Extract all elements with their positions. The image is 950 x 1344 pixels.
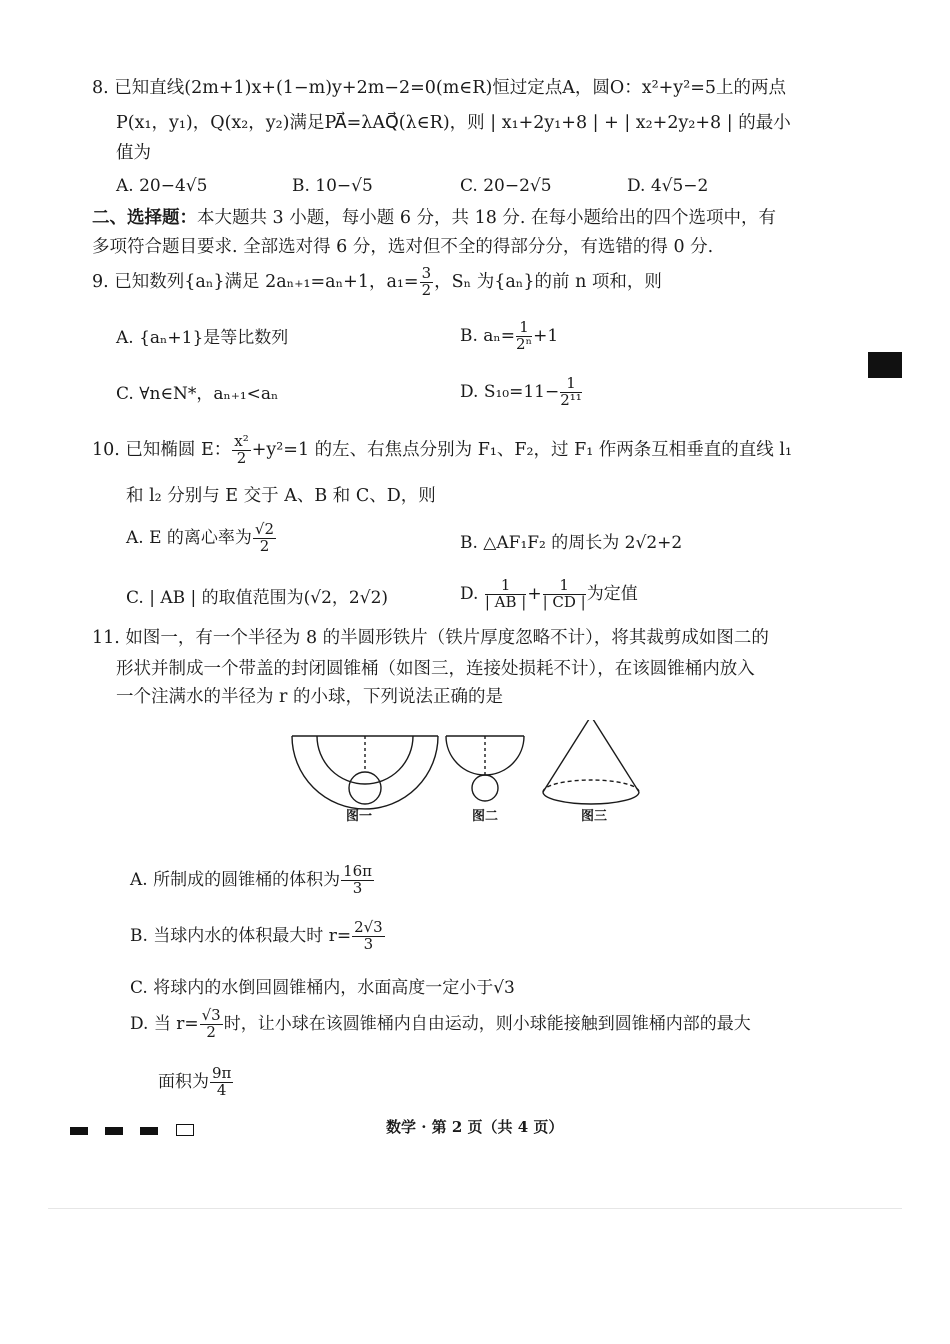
q9-option-d-fraction [560, 376, 582, 409]
q11-option-d-pre: D. 当 r= [130, 1013, 199, 1034]
q10-option-d-fraction2 [543, 578, 586, 611]
q9-option-b-den: 2ⁿ [516, 334, 533, 353]
q9-option-b-num: 1 [516, 320, 532, 337]
footer-mark-2 [105, 1127, 123, 1135]
footer-page-label: 数学 · 第 2 页（共 4 页） [386, 1118, 564, 1136]
q10-option-c: C. | AB | 的取值范围为(√2，2√2) [126, 588, 389, 608]
q11-line2: 形状并制成一个带盖的封闭圆锥桶（如图三，连接处损耗不计），在该圆锥桶内放入 [116, 659, 755, 679]
side-tab-marker [868, 352, 902, 378]
q11-option-d-line2-pre: 面积为 [158, 1071, 209, 1092]
q10-stem-post: +y²=1 的左、右焦点分别为 F₁、F₂，过 F₁ 作两条互相垂直的直线 l₁ [251, 439, 792, 460]
q10-ellipse-fraction [232, 434, 250, 467]
q11-option-d [130, 1008, 751, 1041]
q9-stem-post: ，Sₙ 为{aₙ}的前 n 项和，则 [434, 271, 662, 292]
q11-option-b-num: 2√3 [354, 918, 383, 936]
footer-mark-1 [70, 1127, 88, 1135]
figure1-semicircle [292, 736, 438, 809]
q11-option-a-den: 3 [352, 878, 363, 897]
q10-line2: 和 l₂ 分别与 E 交于 A、B 和 C、D，则 [126, 486, 436, 506]
q11-option-a [130, 864, 375, 897]
q9-option-b-pre: B. aₙ= [460, 325, 516, 346]
q9-option-b-fraction [516, 320, 532, 353]
q11-option-c: C. 将球内的水倒回圆锥桶内，水面高度一定小于√3 [130, 978, 515, 998]
q8-line1: 8. 已知直线(2m+1)x+(1−m)y+2m−2=0(m∈R)恒过定点A，圆O：x²+y²=5上的两点 [92, 78, 787, 98]
q11-option-b-pre: B. 当球内水的体积最大时 r= [130, 925, 352, 946]
q11-line1: 11. 如图一，有一个半径为 8 的半圆形铁片（铁片厚度忽略不计），将其裁剪成如图二的 [92, 628, 769, 648]
q9-a1-num: 3 [421, 264, 432, 282]
q10-option-a-den: 2 [259, 536, 270, 555]
q10-option-a [126, 522, 277, 555]
q8-option-d: D. 4√5−2 [627, 176, 709, 196]
q8-line3: 值为 [116, 143, 151, 163]
q10-option-d-num1: 1 [485, 578, 527, 595]
figure2-sector [446, 736, 524, 801]
q9-option-b [460, 320, 558, 353]
q11-option-d-fraction [200, 1008, 223, 1041]
q10-option-d: D. $\frac{1}{| AB |}$ + $\frac{1}{| CD |}$ 为定值 [460, 576, 638, 611]
q10-stem-pre: 10. 已知椭圆 E： [92, 439, 232, 460]
q8-option-a: A. 20−4√5 [116, 176, 208, 196]
section2-line2: 多项符合题目要求. 全部选对得 6 分，选对但不全的得部分分，有选错的得 0 分. [92, 237, 714, 257]
figure1-caption: 图一 [346, 809, 373, 824]
q11-option-b-fraction [352, 920, 385, 953]
q11-option-d-den2: 4 [216, 1080, 227, 1099]
q9-option-d-pre: D. S₁₀=11− [460, 381, 560, 402]
q9-stem-pre: 9. 已知数列{aₙ}满足 2aₙ₊₁=aₙ+1，a₁= [92, 271, 419, 292]
q10-ellipse-num: x² [234, 432, 249, 450]
q8-option-b: B. 10−√5 [292, 176, 373, 196]
q11-line3: 一个注满水的半径为 r 的小球，下列说法正确的是 [116, 687, 503, 707]
footer-divider [48, 1208, 902, 1209]
q10-option-a-pre: A. E 的离心率为 [126, 527, 252, 548]
q10-option-d-pre: D. [460, 583, 479, 604]
q11-option-d-line2 [158, 1066, 234, 1099]
q9-option-b-post: +1 [533, 325, 559, 346]
q11-option-a-num: 16π [343, 862, 373, 880]
figure2-caption: 图二 [472, 809, 499, 824]
q10-option-b: B. △AF₁F₂ 的周长为 2√2+2 [460, 533, 683, 553]
q10-stem [92, 434, 792, 467]
q10-option-a-num: √2 [254, 520, 275, 538]
q9-option-d [460, 376, 583, 409]
q11-option-d-num2: 9π [212, 1064, 232, 1082]
q11-option-a-pre: A. 所制成的圆锥桶的体积为 [130, 869, 341, 890]
q10-ellipse-den: 2 [236, 448, 247, 467]
q11-option-b [130, 920, 386, 953]
section2-title: 二、选择题： [92, 208, 197, 228]
q11-option-d-den: 2 [206, 1022, 216, 1041]
q10-option-d-num2: 1 [543, 578, 586, 595]
q10-option-d-den1: | AB | [484, 592, 527, 611]
q11-option-a-fraction [341, 864, 374, 897]
q9-option-d-num: 1 [560, 376, 582, 393]
q11-option-d-post: 时，让小球在该圆锥桶内自由运动，则小球能接触到圆锥桶内部的最大 [223, 1013, 751, 1034]
footer-mark-3 [140, 1127, 158, 1135]
figure3-caption: 图三 [581, 809, 608, 824]
q9-option-d-den: 2¹¹ [560, 390, 582, 409]
q9-option-c: C. ∀n∈N*，aₙ₊₁<aₙ [116, 384, 279, 404]
q11-option-d-fraction2 [210, 1066, 233, 1099]
q9-a1-fraction [420, 266, 434, 299]
section2-text1: 本大题共 3 小题，每小题 6 分，共 18 分. 在每小题给出的四个选项中，有 [197, 208, 777, 228]
footer-mark-4-outline [176, 1124, 194, 1136]
q10-option-a-fraction [253, 522, 276, 555]
q11-option-d-num: √3 [201, 1006, 221, 1024]
q11-option-b-den: 3 [363, 934, 374, 953]
q9-a1-den: 2 [421, 280, 432, 299]
q10-option-d-den2: | CD | [542, 592, 586, 611]
figure3-cone [543, 720, 639, 804]
q10-option-d-post: 为定值 [586, 583, 638, 604]
q9-stem [92, 266, 662, 299]
q9-option-a: A. {aₙ+1}是等比数列 [116, 328, 289, 348]
section2-line1 [92, 210, 776, 228]
q10-option-d-fraction1 [485, 578, 527, 611]
q8-option-c: C. 20−2√5 [460, 176, 552, 196]
q8-line2: P(x₁，y₁)，Q(x₂，y₂)满足PA⃗=λAQ⃗(λ∈R)，则 | x₁+2y₁+8 | + | x₂+2y₂+8 | 的最小 [116, 113, 791, 133]
